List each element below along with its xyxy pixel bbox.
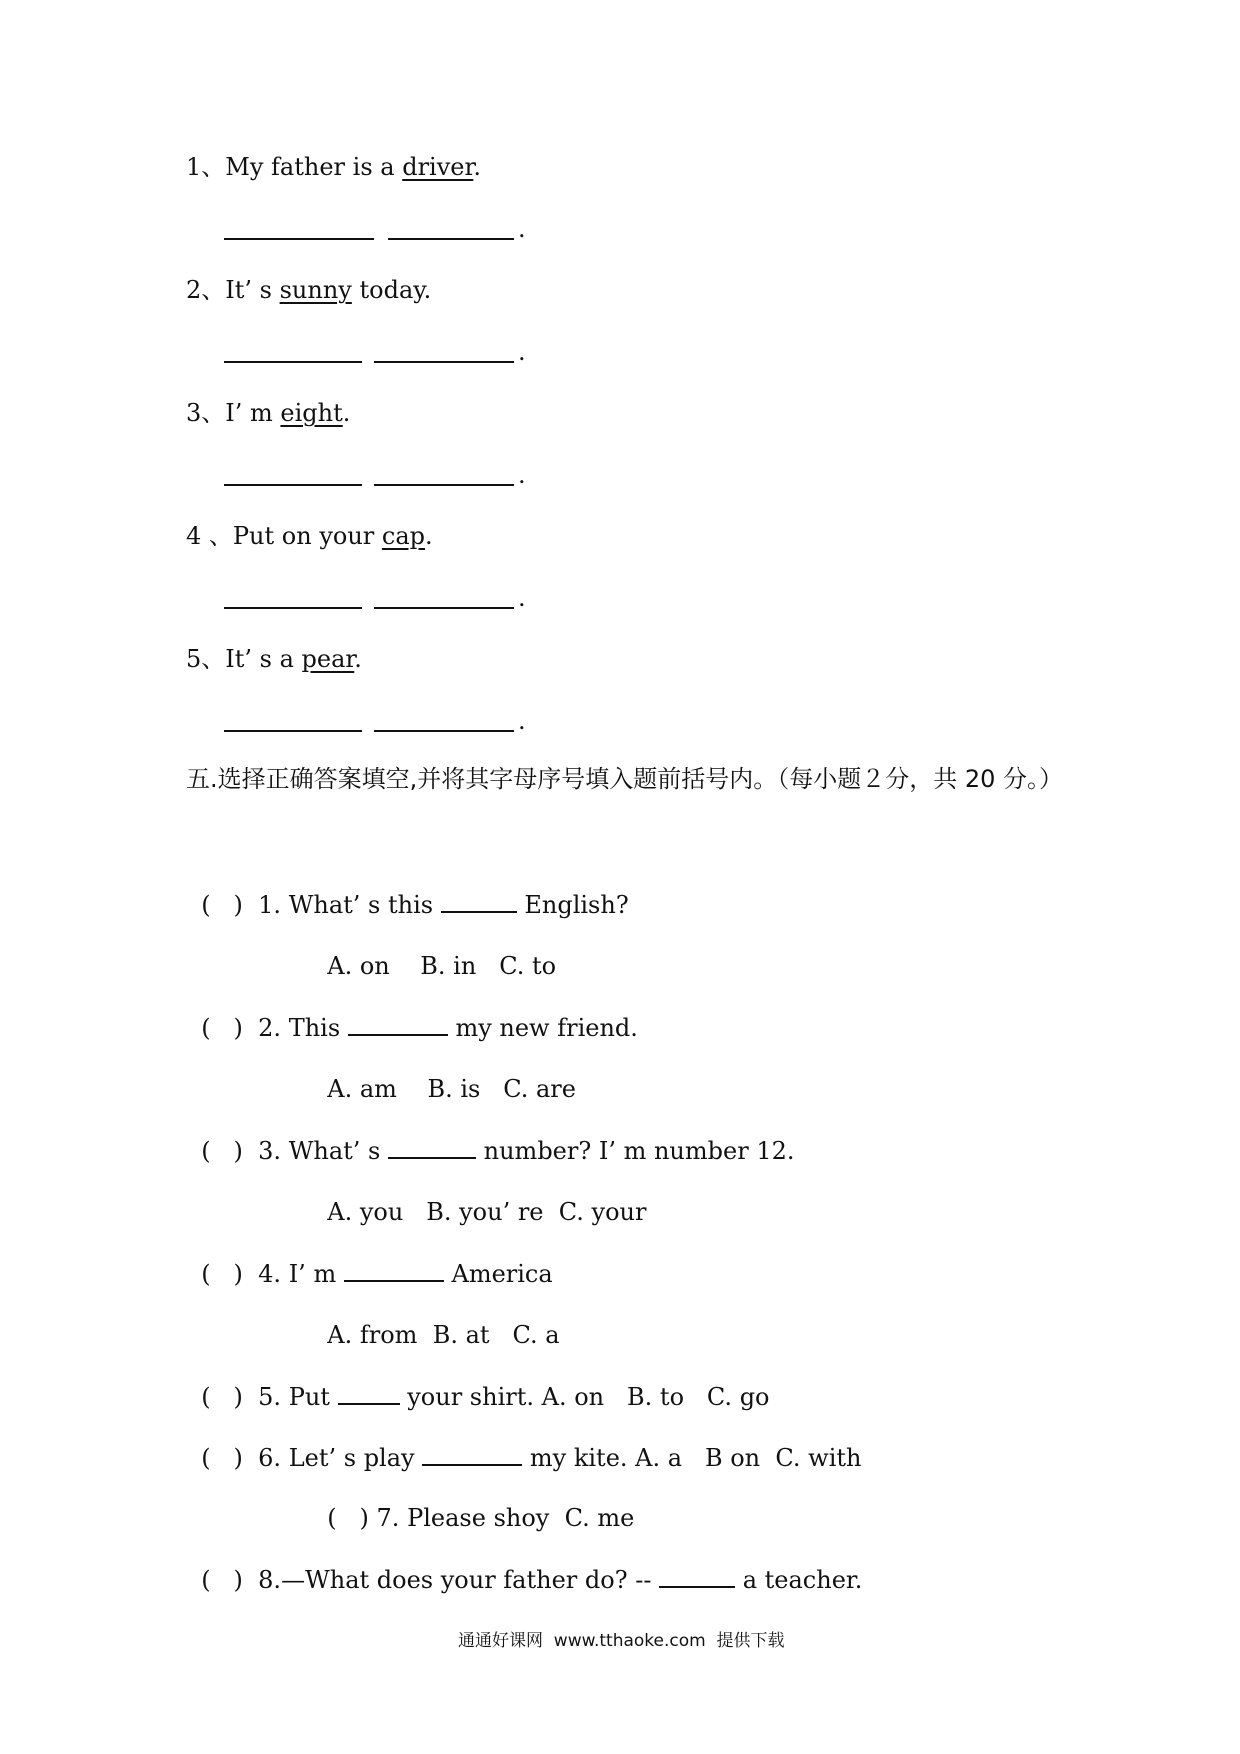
option-c: C. with (775, 1444, 862, 1472)
underlined-target: cap (381, 522, 426, 550)
mc-question-6: ( ) 6. Let’ s play my kite. A. a B on C. with (201, 1444, 862, 1472)
underlined-target: driver (402, 153, 474, 181)
rewrite-question-5: 5、It’ s a pear. (186, 645, 362, 673)
option-a: A. from (327, 1321, 418, 1349)
option-b: B. in (420, 952, 477, 980)
answer-bracket[interactable]: ( ) (201, 891, 243, 919)
answer-line-4[interactable]: . (224, 583, 544, 613)
mc-options-1 (312, 921, 556, 981)
answer-bracket[interactable]: ( ) (201, 1014, 243, 1042)
option-c: C. me (564, 1504, 635, 1532)
mc-options-2 (312, 1044, 576, 1104)
option-b: B. is (427, 1075, 481, 1103)
underlined-target: pear (301, 645, 355, 673)
option-a: A. you (327, 1198, 404, 1226)
option-a: A. am (327, 1075, 397, 1103)
option-c: C. are (503, 1075, 576, 1103)
rewrite-question-2: 2、It’ s sunny today. (186, 276, 432, 304)
answer-bracket[interactable]: ( ) (201, 1383, 243, 1411)
option-c: C. go (706, 1383, 770, 1411)
page-footer: 通通好课网 www.tthaoke.com 提供下载 (458, 1631, 785, 1651)
blank[interactable] (659, 1564, 735, 1588)
answer-bracket[interactable]: ( ) (327, 1504, 369, 1532)
underlined-target: sunny (279, 276, 352, 304)
blank[interactable] (388, 1135, 476, 1159)
mc-question-7: ( ) 7. Please shoy C. me (327, 1504, 635, 1532)
rewrite-question-4: 4 、Put on your cap. (186, 522, 433, 550)
section-5-title: 五.选择正确答案填空,并将其字母序号填入题前括号内。（每小题２分，共 20 分。） (186, 765, 1064, 793)
option-c: C. to (499, 952, 557, 980)
option-b: B. to (627, 1383, 685, 1411)
answer-line-5[interactable]: . (224, 706, 544, 736)
rewrite-question-1: 1、My father is a driver. (186, 153, 481, 181)
answer-bracket[interactable]: ( ) (201, 1566, 243, 1594)
answer-bracket[interactable]: ( ) (201, 1137, 243, 1165)
option-a: A. on (327, 952, 390, 980)
answer-line-2[interactable]: . (224, 337, 544, 367)
mc-options-3 (312, 1167, 646, 1227)
mc-question-3: ( ) 3. What’ s number? I’ m number 12. (201, 1137, 795, 1165)
mc-question-5: ( ) 5. Put your shirt. A. on B. to C. go (201, 1383, 770, 1411)
mc-question-1: ( ) 1. What’ s this English? (201, 891, 629, 919)
mc-question-8: ( ) 8.—What does your father do? -- a teacher. (201, 1566, 863, 1594)
underlined-target: eight (280, 399, 343, 427)
answer-bracket[interactable]: ( ) (201, 1444, 243, 1472)
option-c: C. your (558, 1198, 647, 1226)
answer-line-1[interactable]: . (224, 214, 544, 244)
mc-question-4: ( ) 4. I’ m America (201, 1260, 553, 1288)
option-a: A. on (541, 1383, 605, 1411)
blank[interactable] (422, 1442, 522, 1466)
option-c: C. a (512, 1321, 560, 1349)
blank[interactable] (348, 1012, 448, 1036)
blank[interactable] (441, 889, 517, 913)
mc-question-2: ( ) 2. This my new friend. (201, 1014, 638, 1042)
mc-options-4 (312, 1290, 560, 1350)
option-b: B. at (432, 1321, 490, 1349)
rewrite-question-3: 3、I’ m eight. (186, 399, 351, 427)
option-b: B. you’ re (426, 1198, 544, 1226)
blank[interactable] (344, 1258, 444, 1282)
option-a: A. a (635, 1444, 683, 1472)
answer-line-3[interactable]: . (224, 460, 544, 490)
blank[interactable] (338, 1381, 400, 1405)
option-b: B on (704, 1444, 761, 1472)
answer-bracket[interactable]: ( ) (201, 1260, 243, 1288)
